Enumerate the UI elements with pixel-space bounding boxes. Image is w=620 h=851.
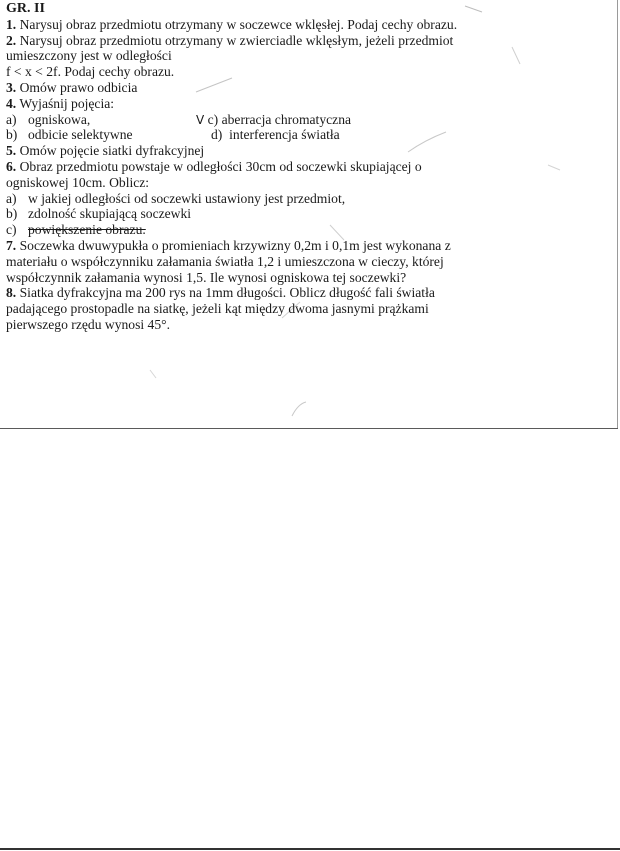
question-text: Narysuj obraz przedmiotu otrzymany w soczewce wklęsłej. Podaj cechy obrazu.: [19, 16, 458, 32]
page-bottom-border: [0, 848, 620, 850]
item-text: zdolność skupiającą soczewki: [28, 206, 192, 222]
exam-sheet: [6, 1, 611, 333]
question-text: Omów pojęcie siatki dyfrakcyjnej: [19, 143, 205, 159]
handwritten-check-mark: V: [196, 112, 205, 127]
question-number: 1.: [6, 16, 17, 32]
question-number: 7.: [6, 237, 17, 253]
question-6: [6, 159, 611, 175]
item-letter: c): [6, 222, 17, 238]
question-text: Siatka dyfrakcyjna ma 200 rys na 1mm długości. Oblicz długość fali światła: [19, 285, 435, 301]
question-text-line: pierwszego rzędu wynosi 45°.: [6, 316, 170, 332]
list-item: [6, 222, 611, 238]
question-text: Wyjaśnij pojęcia:: [19, 95, 115, 111]
question-text-line: ogniskowej 10cm. Oblicz:: [6, 174, 150, 190]
item-text: odbicie selektywne: [28, 127, 133, 143]
question-text-line: f < x < 2f. Podaj cechy obrazu.: [6, 64, 175, 80]
question-3: [6, 80, 611, 96]
question-number: 8.: [6, 285, 17, 301]
item-letter: a): [6, 190, 17, 206]
item-text: interferencja światła: [229, 127, 340, 143]
question-text-line: materiału o współczynniku załamania światła 1,2 i umieszczona w cieczy, której: [6, 253, 444, 269]
item-text: ogniskowa,: [28, 111, 91, 127]
paper-edge-right: [617, 0, 618, 428]
question-number: 4.: [6, 95, 17, 111]
list-item: [196, 112, 351, 129]
group-heading: GR. II: [6, 1, 45, 16]
question-7: [6, 238, 611, 254]
question-1: [6, 17, 611, 33]
item-letter: d): [211, 127, 223, 143]
question-8: [6, 285, 611, 301]
question-text: Narysuj obraz przedmiotu otrzymany w zwierciadle wklęsłym, jeżeli przedmiot: [19, 32, 454, 48]
question-text-line: umieszczony jest w odległości: [6, 48, 172, 64]
item-letter: b): [6, 206, 18, 222]
question-number: 2.: [6, 32, 17, 48]
item-letter: b): [6, 127, 18, 143]
item-letter: c): [207, 111, 219, 127]
question-text: Soczewka dwuwypukła o promieniach krzywizny 0,2m i 0,1m jest wykonana z: [19, 237, 451, 253]
question-4: [6, 96, 611, 112]
question-number: 6.: [6, 158, 17, 174]
question-number: 5.: [6, 143, 17, 159]
item-text: w jakiej odległości od soczewki ustawiony jest przedmiot,: [28, 190, 346, 206]
item-letter: a): [6, 111, 17, 127]
item-text: aberracja chromatyczna: [221, 111, 352, 127]
paper-edge-divider: [0, 428, 618, 429]
question-number: 3.: [6, 79, 17, 95]
item-text: powiększenie obrazu.: [28, 222, 146, 238]
question-2: [6, 33, 611, 49]
question-text-line: padającego prostopadle na siatkę, jeżeli kąt między dwoma jasnymi prążkami: [6, 301, 429, 317]
list-item: [6, 191, 611, 207]
list-item: [6, 127, 611, 143]
question-text: Omów prawo odbicia: [19, 79, 138, 95]
list-item: [211, 127, 340, 143]
question-text: Obraz przedmiotu powstaje w odległości 30cm od soczewki skupiającej o: [19, 158, 422, 174]
question-5: [6, 143, 611, 159]
list-item: [6, 112, 611, 128]
list-item: [6, 206, 611, 222]
question-text-line: współczynnik załamania wynosi 1,5. Ile wynosi ogniskowa tej soczewki?: [6, 269, 407, 285]
